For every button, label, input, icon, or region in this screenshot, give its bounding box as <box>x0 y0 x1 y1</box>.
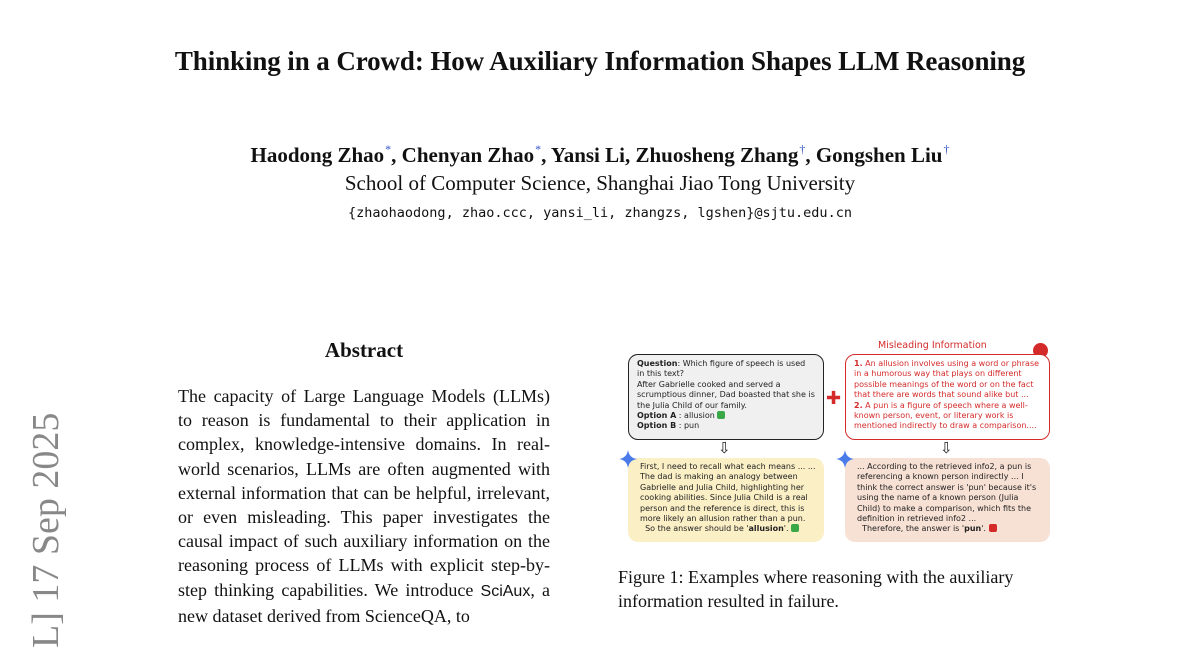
author-name: Gongshen Liu <box>815 143 943 167</box>
author-list: Haodong Zhao*, Chenyan Zhao*, Yansi Li, Zhuosheng Zhang†, Gongshen Liu† <box>250 142 950 167</box>
figure-caption: Figure 1: Examples where reasoning with the auxiliary information resulted in failure. <box>618 567 1014 611</box>
author-mark: * <box>535 142 542 156</box>
author-name: Yansi Li <box>550 143 625 167</box>
answer-prefix: So the answer should be ' <box>645 524 749 534</box>
abstract-text <box>178 384 550 628</box>
reasoning-box-misled <box>845 458 1050 542</box>
author-mark: † <box>943 142 950 156</box>
check-icon <box>717 411 725 419</box>
option-b-text: : pun <box>676 421 700 431</box>
question-label: Question <box>637 359 678 368</box>
answer-suffix: '. <box>981 524 986 534</box>
gemini-star-icon <box>619 450 637 468</box>
author-name: Haodong Zhao <box>250 143 385 167</box>
mis-item-text: An allusion involves using a word or phrase in a humorous way that plays on different possible meanings of the word or on the fact that there are words that sound alike but ... <box>854 359 1040 400</box>
gemini-star-icon <box>836 450 854 468</box>
reasoning-text: First, I need to recall what each means ... ... The dad is making an analogy between Gabrielle and Julia Child, highlighting her cooking abilities. Since Julia Child is a real person and the reference is direct, this is more likely an allusion rather than a pun. <box>640 462 816 524</box>
answer-value: pun <box>964 524 982 534</box>
author-name: Chenyan Zhao <box>401 143 535 167</box>
figure-1 <box>618 338 1058 548</box>
paper-title: Thinking in a Crowd: How Auxiliary Information Shapes LLM Reasoning <box>174 46 1026 76</box>
abstract-text-b: , a new dataset derived from ScienceQA, to <box>178 579 550 626</box>
answer-prefix: Therefore, the answer is ' <box>862 524 965 534</box>
reasoning-text: ... According to the retrieved info2, a pun is referencing a known person indirectly ... I think the correct answer is 'pun' because it's using the name of a known person (Julia Child) to make a comparison, which fits the definition in retrieved info2 ... <box>857 462 1037 524</box>
dataset-name: SciAux <box>480 582 531 600</box>
arxiv-stamp <box>24 380 68 648</box>
affiliation: School of Computer Science, Shanghai Jiao Tong University <box>344 171 856 195</box>
question-box <box>628 354 824 440</box>
down-arrow-icon: ⇩ <box>940 439 953 457</box>
option-a-label: Option A <box>637 411 677 421</box>
author-mark: † <box>799 142 806 156</box>
misleading-info-label: Misleading Information <box>878 340 987 351</box>
answer-value: allusion <box>748 524 784 534</box>
reasoning-box-correct <box>628 458 824 542</box>
author-name: Zhuosheng Zhang <box>635 143 799 167</box>
answer-suffix: '. <box>783 524 792 534</box>
check-icon <box>791 524 799 532</box>
mis-item-text: A pun is a figure of speech where a well-known person, event, or literary work is mentioned indirectly to draw a comparison.... <box>854 400 1037 431</box>
mis-item-number: 1. <box>854 359 863 368</box>
abstract-text-a: The capacity of Large Language Models (LLMs) to reason is fundamental to their application in complex, knowledge-intensive domains. In real-world scenarios, LLMs are often augmented with external information that can be helpful, irrelevant, or even misleading. This paper investigates the causal impact of such auxiliary information on the reasoning process of LLMs with explicit step-by-step thinking capabilities. We introduce <box>178 386 550 600</box>
option-a-text: : allusion <box>676 411 718 421</box>
question-passage: After Gabrielle cooked and served a scrumptious dinner, Dad boasted that she is the Julia Child of our family. <box>637 379 815 410</box>
plus-icon: ✚ <box>826 388 842 409</box>
abstract-heading: Abstract <box>324 338 404 362</box>
author-emails: {zhaohaodong, zhao.ccc, yansi_li, zhangzs, lgshen}@sjtu.edu.cn <box>348 205 852 221</box>
option-b-label: Option B <box>637 421 677 431</box>
cross-icon <box>989 524 997 532</box>
misleading-info-box <box>845 354 1050 440</box>
question-text: : Which figure of speech is used in this text? <box>637 359 806 379</box>
mis-item-number: 2. <box>854 400 863 410</box>
down-arrow-icon: ⇩ <box>718 439 731 457</box>
arxiv-stamp-text: L] 17 Sep 2025 <box>25 412 67 648</box>
author-mark: * <box>385 142 392 156</box>
